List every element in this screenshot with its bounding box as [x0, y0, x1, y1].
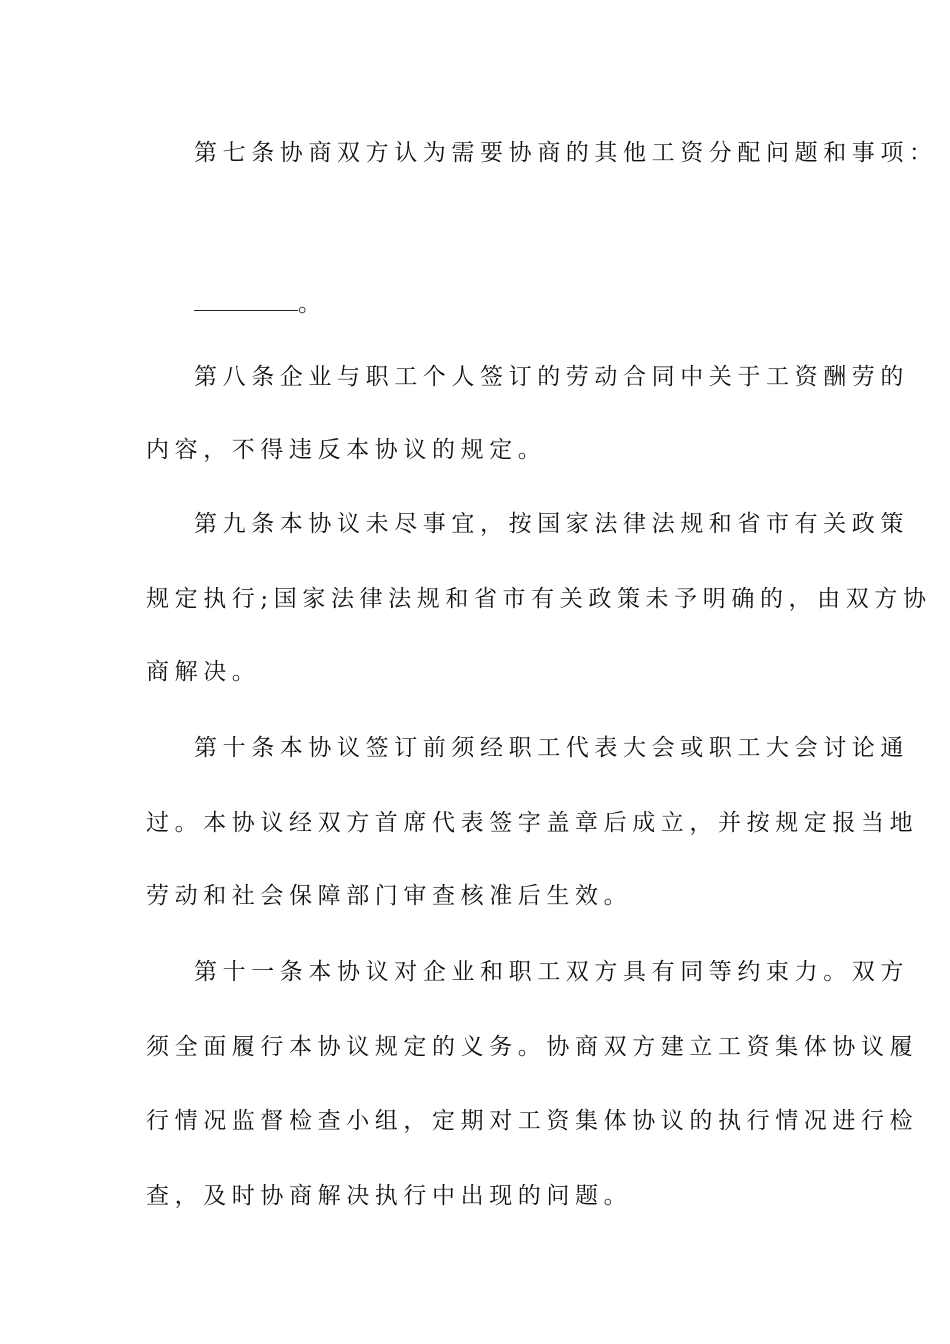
article-9-line-1: 第九条本协议未尽事宜，按国家法律法规和省市有关政策: [194, 511, 909, 537]
article-8-line-1: 第八条企业与职工个人签订的劳动合同中关于工资酬劳的: [194, 364, 909, 390]
article-11-line-2: 须全面履行本协议规定的义务。协商双方建立工资集体协议履: [146, 1034, 919, 1060]
article-9-line-2: 规定执行;国家法律法规和省市有关政策未予明确的，由双方协: [146, 586, 932, 612]
article-11-line-1: 第十一条本协议对企业和职工双方具有同等约束力。双方: [194, 959, 909, 985]
article-10-line-2: 过。本协议经双方首席代表签字盖章后成立，并按规定报当地: [146, 810, 919, 836]
article-7-end-mark: 。: [298, 291, 327, 317]
article-11-line-4: 查，及时协商解决执行中出现的问题。: [146, 1183, 633, 1209]
article-10-line-3: 劳动和社会保障部门审查核准后生效。: [146, 883, 633, 909]
article-7-line-1: 第七条协商双方认为需要协商的其他工资分配问题和事项：: [194, 140, 938, 166]
article-7-fill-blank: [194, 288, 864, 320]
article-10-line-1: 第十条本协议签订前须经职工代表大会或职工大会讨论通: [194, 735, 909, 761]
article-9-line-3: 商解决。: [146, 659, 261, 685]
fill-in-blank-underline: [194, 290, 298, 311]
article-11-line-3: 行情况监督检查小组，定期对工资集体协议的执行情况进行检: [146, 1108, 919, 1134]
article-8-line-2: 内容，不得违反本协议的规定。: [146, 437, 547, 463]
